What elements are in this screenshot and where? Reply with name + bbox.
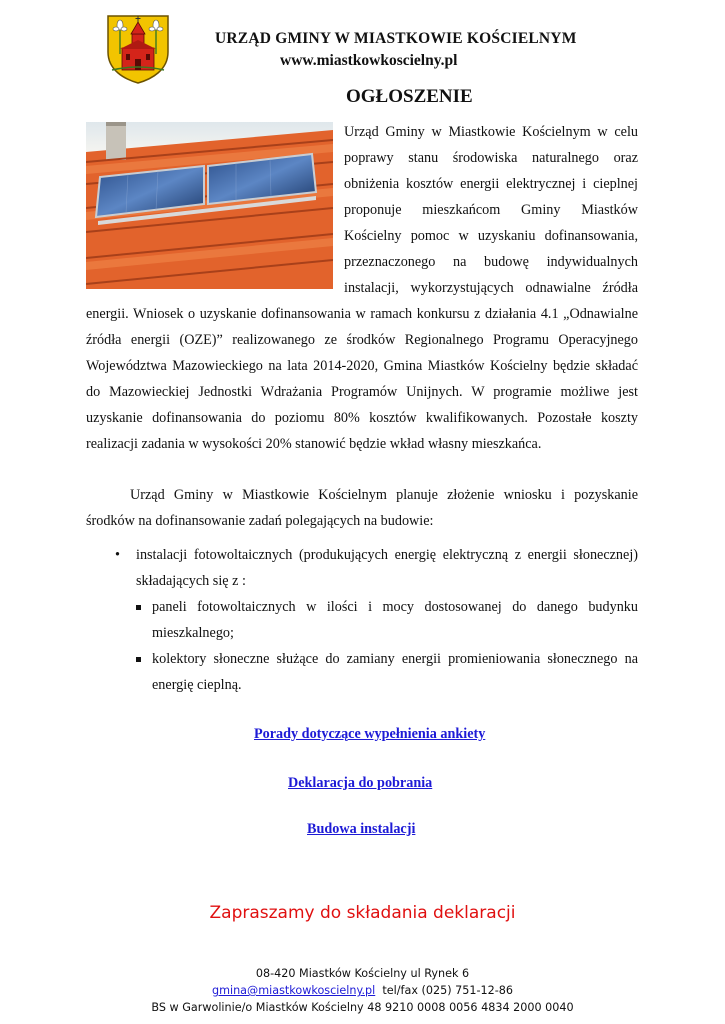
announcement-heading: OGŁOSZENIE [346, 86, 473, 107]
sub-item-text: paneli fotowoltaicznych w ilości i mocy dostosowanej do danego budynku mieszkalnego; [152, 599, 638, 641]
list-item [136, 646, 638, 698]
plan-paragraph: Urząd Gminy w Miastkowie Kościelnym planuje złożenie wniosku i pozyskanie środków na dofinansowanie zadań polegających na budowie: [86, 487, 638, 529]
bullet-dot-icon: • [115, 547, 120, 563]
invitation-text: Zapraszamy do składania deklaracji [209, 903, 516, 923]
square-bullet-icon [136, 657, 141, 662]
coat-of-arms-logo [106, 14, 170, 84]
footer-contact [0, 982, 725, 999]
list-item [136, 594, 638, 646]
declaration-download-link[interactable]: Deklaracja do pobrania [288, 775, 433, 791]
footer [0, 965, 725, 1016]
footer-address: 08-420 Miastków Kościelny ul Rynek 6 [255, 967, 470, 980]
sub-item-text: kolektory słoneczne służące do zamiany energii promieniowania słonecznego na energię cieplną. [152, 651, 638, 693]
photo-wrap-space [86, 119, 344, 293]
footer-phone: tel/fax (025) 751-12-86 [382, 984, 514, 997]
list-item-text: instalacji fotowoltaicznych (produkujących energię elektryczną z energii słonecznej) składających się z : [136, 547, 638, 589]
intro-paragraph-text: Urząd Gminy w Miastkowie Kościelnym w celu poprawy stanu środowiska naturalnego oraz obniżenia kosztów energii elektrycznej i cieplnej proponuje mieszkańcom Gminy Miastków Kościelny pomoc w uzyskaniu dofinansowania, przeznaczonego na budowę indywidualnych instalacji, wykorzystujących odnawialne źródła energii. Wniosek o uzyskanie dofinansowania w ramach konkursu z działania 4.1 „Odnawialne źródła energii (OZE)” realizowanego ze środków Regionalnego Programu Operacyjnego Województwa Mazowieckiego na lata 2014-2020, Gmina Miastków Kościelny będzie składać do Mazowieckiej Jednostki Wdrażania Programów Unijnych. W programie możliwe jest uzyskanie dofinansowania do poziomu 80% kosztów kwalifikowanych. Pozostałe koszty realizacji zadania w wysokości 20% stanowić będzie wkład własny mieszkańca. [86, 124, 638, 452]
footer-bank-account: BS w Garwolinie/o Miastków Kościelny 48 9210 0008 0056 4834 2000 0040 [151, 1001, 574, 1014]
intro-paragraph [86, 119, 638, 457]
list-item [86, 542, 638, 698]
installation-link[interactable]: Budowa instalacji [307, 821, 416, 837]
office-title: URZĄD GMINY W MIASTKOWIE KOŚCIELNYM [215, 30, 577, 47]
office-website: www.miastkowkoscielny.pl [280, 52, 458, 69]
survey-tips-link[interactable]: Porady dotyczące wypełnienia ankiety [254, 726, 486, 742]
installation-list [86, 542, 638, 698]
square-bullet-icon [136, 605, 141, 610]
email-link[interactable]: gmina@miastkowkoscielny.pl [211, 984, 376, 997]
component-sublist [136, 594, 638, 698]
